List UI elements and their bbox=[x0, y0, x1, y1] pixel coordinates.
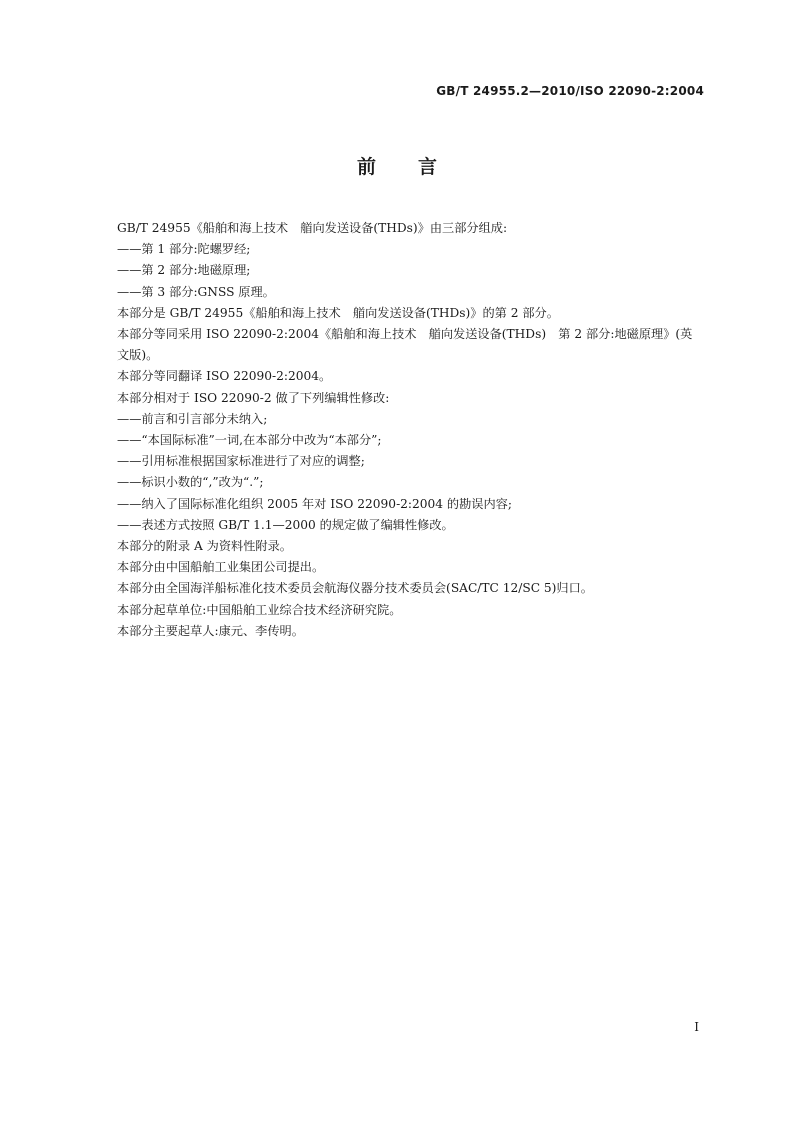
paragraph-drafters: 本部分主要起草人:康元、李传明。 bbox=[117, 623, 304, 638]
paragraph-proposed-by: 本部分由中国船舶工业集团公司提出。 bbox=[117, 560, 325, 575]
paragraph-translation: 本部分等同翻译 ISO 22090-2:2004。 bbox=[117, 369, 332, 384]
page-number: I bbox=[694, 1020, 699, 1034]
list-item-part-1: ——第 1 部分:陀螺罗经; bbox=[117, 242, 251, 257]
paragraph-modifications: 本部分相对于 ISO 22090-2 做了下列编辑性修改: bbox=[117, 390, 390, 405]
list-item-modification-5: ——纳入了国际标准化组织 2005 年对 ISO 22090-2:2004 的勘误内容; bbox=[117, 496, 512, 511]
paragraph-adoption: 本部分等同采用 ISO 22090-2:2004《船舶和海上技术 艏向发送设备(THDs) 第 2 部分:地磁原理》(英文版)。 bbox=[117, 327, 693, 363]
paragraph-technical-committee: 本部分由全国海洋船标准化技术委员会航海仪器分技术委员会(SAC/TC 12/SC 5)归口。 bbox=[117, 581, 593, 596]
list-item-modification-2: ——“本国际标准”一词,在本部分中改为“本部分”; bbox=[117, 433, 382, 448]
paragraph-drafting-unit: 本部分起草单位:中国船舶工业综合技术经济研究院。 bbox=[117, 602, 402, 617]
list-item-modification-1: ——前言和引言部分未纳入; bbox=[117, 411, 268, 426]
list-item-part-2: ——第 2 部分:地磁原理; bbox=[117, 263, 251, 278]
list-item-part-3: ——第 3 部分:GNSS 原理。 bbox=[117, 284, 275, 299]
list-item-modification-4: ——标识小数的“,”改为“.”; bbox=[117, 475, 264, 490]
list-item-modification-6: ——表述方式按照 GB/T 1.1—2000 的规定做了编辑性修改。 bbox=[117, 517, 454, 532]
paragraph-composition: GB/T 24955《船舶和海上技术 艏向发送设备(THDs)》由三部分组成: bbox=[117, 221, 508, 235]
paragraph-annex: 本部分的附录 A 为资料性附录。 bbox=[117, 539, 292, 554]
paragraph-this-part: 本部分是 GB/T 24955《船舶和海上技术 艏向发送设备(THDs)》的第 2 部分。 bbox=[117, 305, 559, 320]
standard-number-header: GB/T 24955.2—2010/ISO 22090-2:2004 bbox=[436, 84, 704, 98]
foreword-body bbox=[90, 218, 704, 642]
page-title: 前言 bbox=[356, 156, 479, 178]
list-item-modification-3: ——引用标准根据国家标准进行了对应的调整; bbox=[117, 454, 365, 469]
